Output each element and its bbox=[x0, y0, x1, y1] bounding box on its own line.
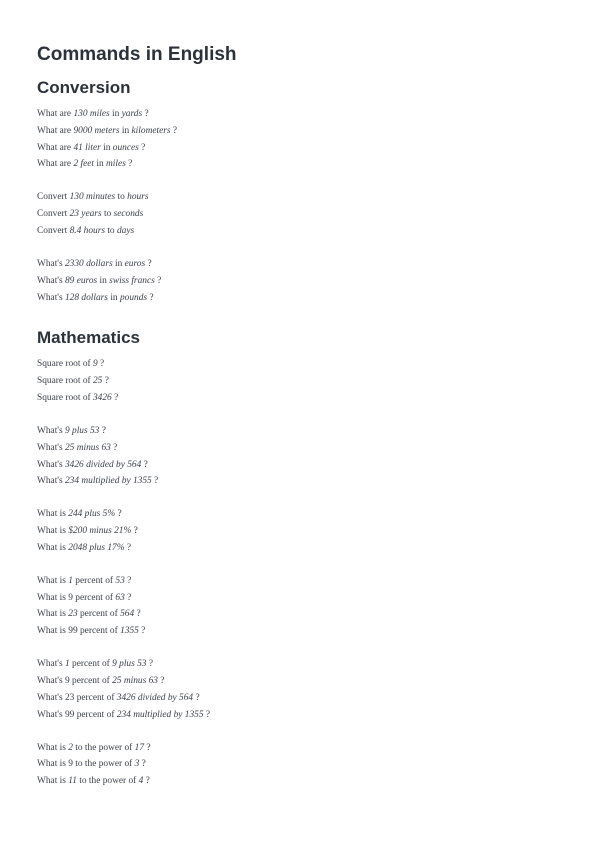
command-text: What are bbox=[37, 142, 74, 153]
command-line bbox=[37, 356, 557, 373]
command-text: in bbox=[97, 275, 110, 286]
command-value: hours bbox=[127, 192, 149, 203]
command-value: 234 multiplied by 1355 bbox=[116, 709, 204, 720]
command-text: percent of bbox=[77, 609, 121, 620]
command-line bbox=[37, 573, 557, 590]
command-line bbox=[37, 506, 557, 523]
command-value: seconds bbox=[113, 209, 144, 220]
command-text: Square root of bbox=[37, 392, 93, 403]
command-line bbox=[37, 140, 557, 157]
command-line bbox=[37, 673, 557, 690]
command-line bbox=[37, 606, 557, 623]
command-text: ? bbox=[203, 709, 211, 720]
command-group bbox=[37, 256, 557, 306]
command-value: $200 minus 21% bbox=[68, 526, 132, 537]
section-heading-mathematics: Mathematics bbox=[37, 328, 140, 348]
command-value: 9 bbox=[92, 359, 98, 370]
command-text: What's bbox=[37, 676, 65, 687]
command-line bbox=[37, 390, 557, 407]
command-text: What's bbox=[37, 476, 65, 487]
command-text: What is bbox=[37, 759, 69, 770]
command-group bbox=[37, 423, 557, 490]
command-value: 1 bbox=[68, 575, 73, 586]
command-value: euros bbox=[124, 258, 146, 269]
command-line bbox=[37, 473, 557, 490]
command-value: kilometers bbox=[131, 125, 171, 136]
command-value: 9 plus 53 bbox=[64, 425, 100, 436]
command-text: ? bbox=[110, 442, 118, 453]
command-text: to the power of bbox=[72, 759, 135, 770]
command-text: ? bbox=[146, 659, 154, 670]
command-text: ? bbox=[139, 759, 146, 770]
command-text: ? bbox=[141, 459, 148, 470]
command-value: swiss francs bbox=[109, 275, 155, 286]
command-text: What's bbox=[37, 442, 65, 453]
command-value: 25 bbox=[92, 376, 103, 387]
command-group bbox=[37, 356, 557, 406]
command-text: ? bbox=[134, 609, 141, 620]
command-value: 23 bbox=[68, 609, 78, 620]
command-line bbox=[37, 273, 557, 290]
command-group bbox=[37, 573, 557, 640]
command-text: ? bbox=[125, 159, 133, 170]
command-value: 17 bbox=[134, 742, 145, 753]
command-value: 2330 dollars bbox=[64, 258, 113, 269]
command-line bbox=[37, 373, 557, 390]
mathematics-commands bbox=[37, 356, 557, 790]
command-value: days bbox=[116, 225, 135, 236]
command-text: in bbox=[109, 109, 122, 119]
command-value: 89 euros bbox=[64, 275, 98, 286]
command-text: ? bbox=[111, 392, 119, 403]
command-value: 128 dollars bbox=[64, 292, 108, 303]
command-line bbox=[37, 156, 557, 173]
command-value: pounds bbox=[119, 292, 148, 303]
command-text: ? bbox=[102, 376, 109, 387]
command-text: What is bbox=[37, 542, 69, 553]
command-text: What are bbox=[37, 159, 74, 170]
command-text: What is bbox=[37, 592, 69, 603]
command-line bbox=[37, 773, 557, 790]
command-line bbox=[37, 457, 557, 474]
command-text: ? bbox=[131, 526, 138, 537]
command-value: 3426 divided by 564 bbox=[64, 459, 142, 470]
command-value: 130 miles bbox=[73, 109, 110, 119]
command-group bbox=[37, 740, 557, 790]
command-value: 41 liter bbox=[73, 142, 101, 153]
command-text: ? bbox=[170, 125, 178, 136]
command-line bbox=[37, 690, 557, 707]
command-value: 564 bbox=[120, 609, 135, 620]
command-text: What is bbox=[37, 626, 69, 637]
command-text: ? bbox=[115, 509, 122, 520]
command-text: ? bbox=[99, 425, 106, 436]
command-line bbox=[37, 256, 557, 273]
command-value: 1355 bbox=[120, 626, 139, 637]
command-value: 23 years bbox=[69, 209, 102, 220]
conversion-commands bbox=[37, 106, 557, 306]
command-line bbox=[37, 523, 557, 540]
command-text: What is bbox=[37, 609, 69, 620]
command-line bbox=[37, 123, 557, 140]
command-value: 25 minus 63 bbox=[112, 676, 158, 687]
command-line bbox=[37, 623, 557, 640]
section-heading-conversion: Conversion bbox=[37, 78, 131, 97]
command-text: in bbox=[94, 159, 106, 170]
command-text: in bbox=[107, 292, 120, 303]
command-text: percent of bbox=[74, 709, 117, 720]
command-text: ? bbox=[154, 275, 162, 286]
command-value: 53 bbox=[115, 575, 125, 586]
command-value: 4 bbox=[138, 776, 144, 787]
command-text: Convert bbox=[37, 192, 70, 203]
command-text: to bbox=[104, 225, 117, 236]
command-text: in bbox=[119, 125, 132, 136]
command-value: 9000 meters bbox=[73, 125, 120, 136]
command-text: in bbox=[100, 142, 113, 153]
command-text: What are bbox=[37, 109, 74, 119]
command-value: 3 bbox=[134, 759, 140, 770]
command-text: ? bbox=[124, 542, 132, 553]
command-text: ? bbox=[124, 575, 132, 586]
command-text: 23 bbox=[64, 692, 75, 703]
document-title: Commands in English bbox=[37, 44, 237, 65]
command-group bbox=[37, 106, 557, 173]
command-text: ? bbox=[124, 592, 132, 603]
command-text: ? bbox=[138, 142, 146, 153]
command-text: ? bbox=[157, 676, 165, 687]
command-text: to bbox=[101, 209, 114, 220]
command-text: ? bbox=[193, 692, 200, 703]
command-group bbox=[37, 656, 557, 723]
command-line bbox=[37, 656, 557, 673]
command-text: 99 bbox=[68, 626, 78, 637]
command-text: Square root of bbox=[37, 376, 93, 387]
command-text: to the power of bbox=[72, 742, 135, 753]
command-text: What's bbox=[37, 258, 65, 269]
command-text: ? bbox=[142, 109, 149, 119]
command-line bbox=[37, 290, 557, 307]
command-text: What's bbox=[37, 425, 65, 436]
command-text: Square root of bbox=[37, 359, 93, 370]
command-text: percent of bbox=[72, 592, 116, 603]
command-text: What are bbox=[37, 125, 74, 136]
command-text: What is bbox=[37, 509, 69, 520]
command-text: What's bbox=[37, 275, 65, 286]
command-text: ? bbox=[144, 742, 151, 753]
command-group bbox=[37, 506, 557, 556]
command-text: What's bbox=[37, 709, 65, 720]
command-text: ? bbox=[145, 258, 152, 269]
command-line bbox=[37, 590, 557, 607]
command-text: to bbox=[115, 192, 128, 203]
command-group bbox=[37, 189, 557, 239]
command-value: 2 bbox=[68, 742, 73, 753]
command-text: What's bbox=[37, 459, 65, 470]
command-text: What is bbox=[37, 742, 69, 753]
command-line bbox=[37, 423, 557, 440]
command-text: Convert bbox=[37, 225, 70, 236]
command-value: 1 bbox=[64, 659, 70, 670]
command-text: ? bbox=[138, 626, 146, 637]
command-value: 3426 divided by 564 bbox=[116, 692, 194, 703]
command-value: 3426 bbox=[92, 392, 112, 403]
command-text: percent of bbox=[77, 626, 121, 637]
command-text: 9 bbox=[68, 592, 73, 603]
command-value: 2048 plus 17% bbox=[68, 542, 125, 553]
command-text: What's bbox=[37, 659, 65, 670]
command-line bbox=[37, 540, 557, 557]
command-text: in bbox=[112, 258, 125, 269]
command-text: What is bbox=[37, 526, 69, 537]
command-value: 130 minutes bbox=[69, 192, 116, 203]
command-value: yards bbox=[121, 109, 143, 119]
command-line bbox=[37, 206, 557, 223]
command-value: ounces bbox=[112, 142, 139, 153]
command-text: Convert bbox=[37, 209, 70, 220]
command-line bbox=[37, 189, 557, 206]
command-text: percent of bbox=[69, 659, 113, 670]
command-line bbox=[37, 106, 557, 123]
command-text: ? bbox=[151, 476, 159, 487]
command-value: 8.4 hours bbox=[69, 225, 105, 236]
command-text: to the power of bbox=[76, 776, 139, 787]
command-text: percent of bbox=[72, 575, 116, 586]
command-text: What is bbox=[37, 575, 69, 586]
command-value: 9 plus 53 bbox=[112, 659, 147, 670]
command-line bbox=[37, 223, 557, 240]
command-value: miles bbox=[106, 159, 126, 170]
command-text: 99 bbox=[64, 709, 75, 720]
command-text: 9 bbox=[68, 759, 73, 770]
document-page bbox=[37, 44, 557, 790]
command-text: ? bbox=[97, 359, 105, 370]
command-value: 234 multiplied by 1355 bbox=[64, 476, 152, 487]
command-value: 244 plus 5% bbox=[68, 509, 116, 520]
command-value: 2 feet bbox=[73, 159, 95, 170]
command-text: What is bbox=[37, 776, 69, 787]
command-text: What's bbox=[37, 292, 65, 303]
command-text: ? bbox=[143, 776, 150, 787]
command-text: percent of bbox=[74, 692, 117, 703]
command-text: 9 bbox=[64, 676, 70, 687]
command-line bbox=[37, 707, 557, 724]
command-line bbox=[37, 756, 557, 773]
command-line bbox=[37, 740, 557, 757]
command-text: ? bbox=[147, 292, 154, 303]
command-text: percent of bbox=[69, 676, 113, 687]
command-line bbox=[37, 440, 557, 457]
command-value: 11 bbox=[68, 776, 77, 787]
command-value: 25 minus 63 bbox=[64, 442, 111, 453]
command-text: What's bbox=[37, 692, 65, 703]
command-value: 63 bbox=[115, 592, 125, 603]
